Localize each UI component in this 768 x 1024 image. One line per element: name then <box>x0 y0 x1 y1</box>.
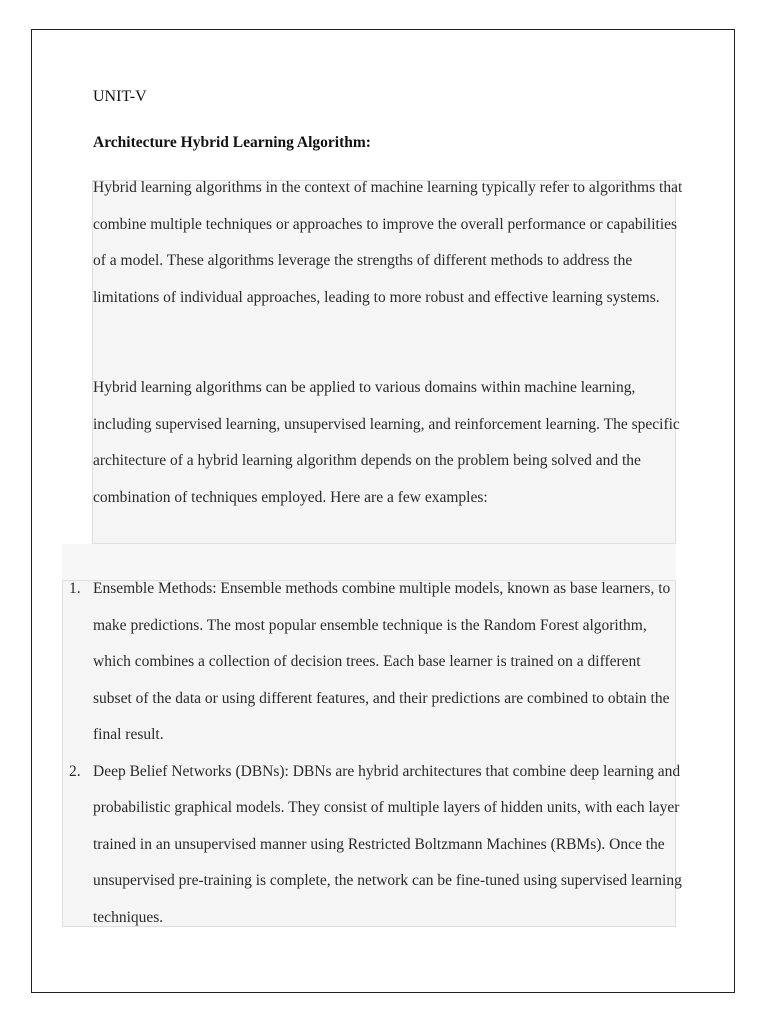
list-number: 2. <box>69 762 81 780</box>
section-heading: Architecture Hybrid Learning Algorithm: <box>93 134 371 151</box>
examples-list <box>69 571 683 936</box>
intro-paragraph: Hybrid learning algorithms in the context of machine learning typically refer to algorithms that combine multiple techniques or approaches to improve the overall performance or capabilities of a model. These algorithms leverage the strengths of different methods to address the limitations of individual approaches, leading to more robust and effective learning systems. <box>93 179 683 306</box>
list-number: 1. <box>69 580 81 597</box>
unit-title: UNIT-V <box>93 88 147 105</box>
list-item-text: Deep Belief Networks (DBNs): DBNs are hybrid architectures that combine deep learning and probabilistic graphical models. They consist of multiple layers of hidden units, with each layer trained in an unsupervised manner using Restricted Boltzmann Machines (RBMs). Once the unsupervised pre-training is complete, the network can be fine-tuned using supervised learning techniques. <box>93 762 682 926</box>
list-item <box>69 754 683 937</box>
list-item-text: Ensemble Methods: Ensemble methods combine multiple models, known as base learners, to make predictions. The most popular ensemble technique is the Random Forest algorithm, which combines a collection of decision trees. Each base learner is trained on a different subset of the data or using different features, and their predictions are combined to obtain the final result. <box>93 580 671 743</box>
list-item <box>69 571 683 754</box>
domains-paragraph: Hybrid learning algorithms can be applied to various domains within machine learning, including supervised learning, unsupervised learning, and reinforcement learning. The specific architecture of a hybrid learning algorithm depends on the problem being solved and the combination of techniques employed. Here are a few examples: <box>93 379 680 506</box>
